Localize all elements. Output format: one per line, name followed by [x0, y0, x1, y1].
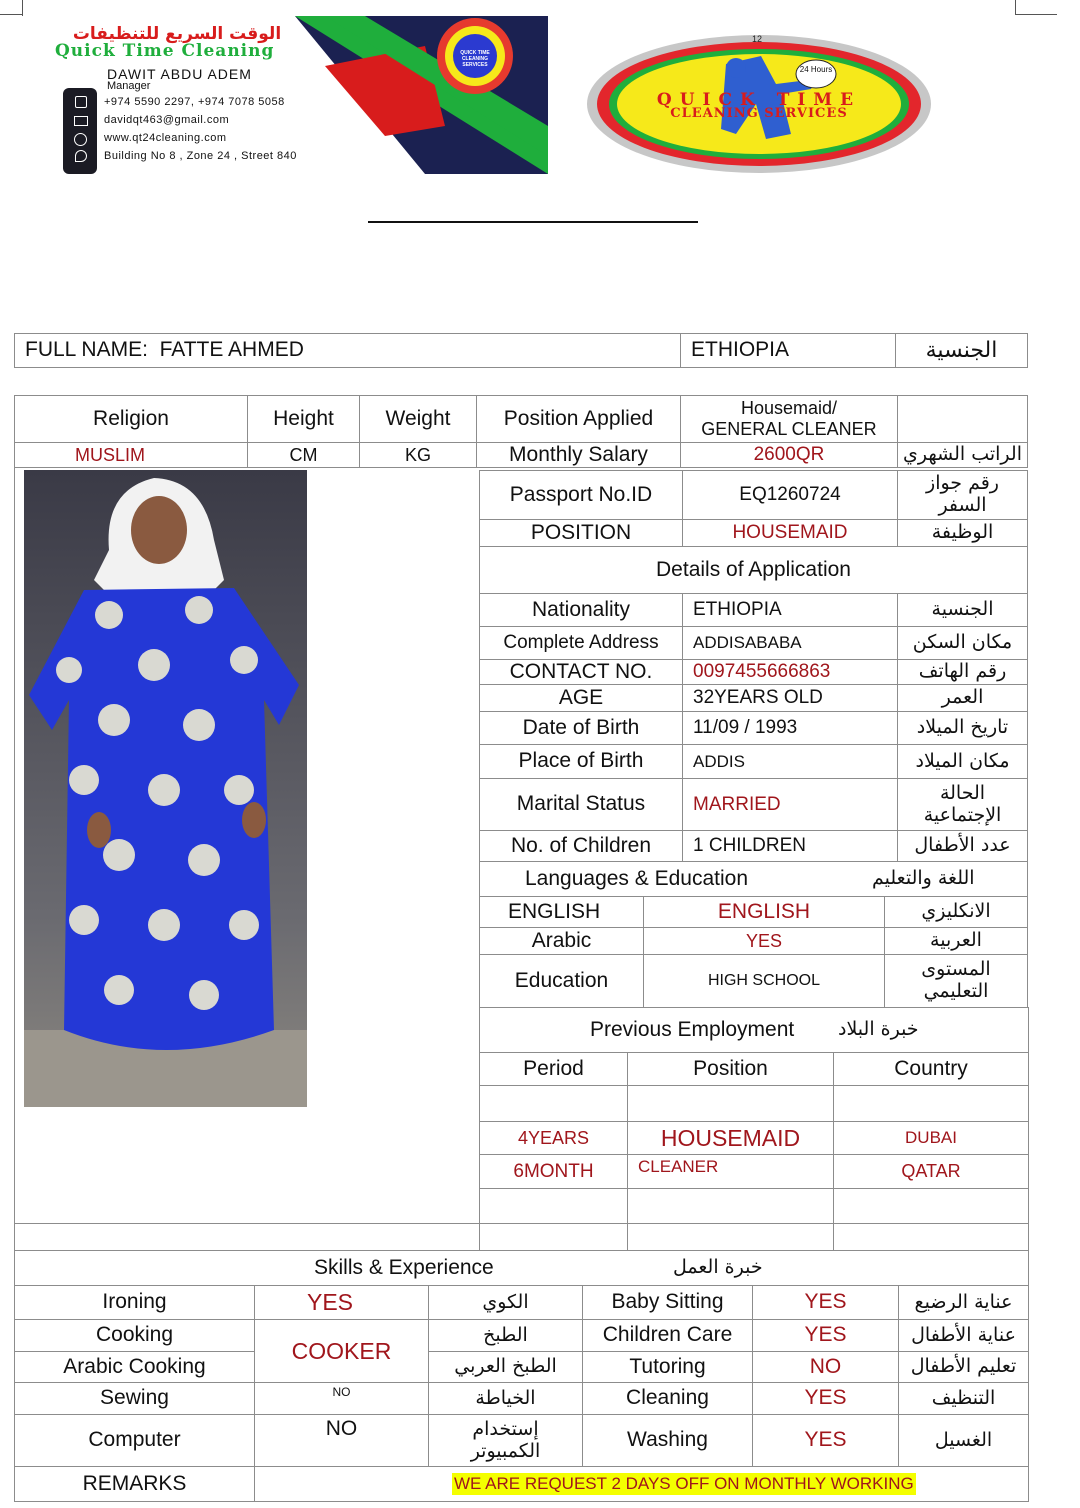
card-person-name: DAWIT ABDU ADEM — [107, 66, 252, 82]
card-address: Building No 8 , Zone 24 , Street 840 — [104, 150, 297, 162]
top-table-blank — [897, 395, 1028, 443]
logo-badge: 24 Hours — [799, 65, 833, 74]
corner-mark-right-vert — [1015, 0, 1016, 14]
title-underline — [368, 221, 698, 223]
computer-ar: إستخدام الكمبيوتر — [428, 1414, 583, 1467]
sewing-label: Sewing — [14, 1382, 255, 1415]
pob-label: Place of Birth — [479, 744, 683, 779]
employment-footer-position — [627, 1223, 834, 1251]
ironing-value: YES — [254, 1285, 429, 1320]
card-email: davidqt463@gmail.com — [104, 114, 230, 126]
nationality-ar: الجنسية — [897, 593, 1028, 627]
english-value: ENGLISH — [643, 896, 885, 928]
candidate-photo — [24, 470, 307, 1107]
religion-label: Religion — [14, 395, 248, 443]
cooking-ar: الطبخ — [428, 1319, 583, 1352]
sewing-value: NO — [254, 1382, 429, 1415]
children-ar: عدد الأطفال — [897, 830, 1028, 862]
arabic-label: Arabic — [479, 927, 644, 955]
contact-value: 0097455666863 — [682, 659, 898, 685]
position-label: POSITION — [479, 519, 683, 547]
remarks-label: REMARKS — [14, 1466, 255, 1502]
computer-label: Computer — [14, 1414, 255, 1467]
business-card — [25, 16, 548, 174]
pob-value: ADDIS — [682, 744, 898, 779]
remarks-value: WE ARE REQUEST 2 DAYS OFF ON MONTHLY WORKING — [454, 1474, 914, 1494]
monthly-salary-value: 2600QR — [680, 442, 898, 468]
cleaning-value: YES — [752, 1382, 899, 1415]
children-label: No. of Children — [479, 830, 683, 862]
company-logo — [586, 34, 932, 174]
children-care-label: Children Care — [582, 1319, 753, 1352]
religion-value: MUSLIM — [14, 442, 248, 468]
passport-ar: رقم جواز السفر — [897, 470, 1028, 520]
address-label: Complete Address — [479, 626, 683, 660]
skills-title-cell — [14, 1250, 1029, 1286]
position-ar: الوظيفة — [897, 519, 1028, 547]
location-icon — [75, 150, 87, 162]
cleaning-label: Cleaning — [582, 1382, 753, 1415]
tutoring-value: NO — [752, 1351, 899, 1383]
card-arabic-name: الوقت السريع للتنظيفات — [72, 24, 282, 44]
height-label: Height — [247, 395, 360, 443]
education-label: Education — [479, 954, 644, 1008]
contact-ar: رقم الهاتف — [897, 659, 1028, 685]
arabic-cooking-ar: الطبخ العربي — [428, 1351, 583, 1383]
country-header: Country — [833, 1052, 1029, 1086]
cleaning-ar: التنظيف — [898, 1382, 1029, 1415]
washing-value: YES — [752, 1414, 899, 1467]
card-website: www.qt24cleaning.com — [104, 132, 227, 144]
weight-value: KG — [359, 442, 477, 468]
logo-line2: CLEANING SERVICES — [670, 106, 848, 121]
arabic-cooking-label: Arabic Cooking — [14, 1351, 255, 1383]
children-care-value: YES — [752, 1319, 899, 1352]
table-row-position: CLEANER — [627, 1154, 834, 1189]
marital-label: Marital Status — [479, 778, 683, 831]
details-title: Details of Application — [479, 546, 1028, 594]
cooking-value: COOKER — [254, 1319, 429, 1383]
table-row-period: 4YEARS — [479, 1121, 628, 1155]
full-name-cell — [14, 333, 681, 368]
ironing-label: Ironing — [14, 1285, 255, 1320]
card-company-name: Quick Time Cleaning — [55, 41, 275, 61]
corner-mark-left-vert — [22, 0, 23, 16]
tutoring-label: Tutoring — [582, 1351, 753, 1383]
weight-label: Weight — [359, 395, 477, 443]
phone-icon — [75, 96, 87, 108]
pob-ar: مكان الميلاد — [897, 744, 1028, 779]
ironing-ar: الكوي — [428, 1285, 583, 1320]
corner-mark-left — [0, 0, 22, 15]
arabic-ar: العربية — [884, 927, 1028, 955]
globe-icon — [74, 133, 87, 146]
employment-title: Previous Employment — [590, 1017, 795, 1041]
children-value: 1 CHILDREN — [682, 830, 898, 862]
employment-footer-left — [14, 1223, 480, 1251]
cooking-label: Cooking — [14, 1319, 255, 1352]
employment-footer-period — [479, 1223, 628, 1251]
full-name-value: FATTE AHMED — [159, 338, 304, 362]
age-label: AGE — [479, 684, 683, 712]
washing-ar: الغسيل — [898, 1414, 1029, 1467]
card-person-role: Manager — [107, 80, 151, 92]
skills-title: Skills & Experience — [314, 1255, 494, 1279]
age-ar: العمر — [897, 684, 1028, 712]
corner-mark-right — [1015, 14, 1057, 15]
passport-value: EQ1260724 — [682, 470, 898, 520]
card-phone: +974 5590 2297, +974 7078 5058 — [104, 96, 285, 108]
arabic-value: YES — [643, 927, 885, 955]
english-label: ENGLISH — [479, 896, 644, 928]
position-applied-label: Position Applied — [476, 395, 681, 443]
employment-title-cell — [479, 1007, 1029, 1053]
age-value: 32YEARS OLD — [682, 684, 898, 712]
table-row-country: DUBAI — [833, 1121, 1029, 1155]
employment-blank-country-2 — [833, 1188, 1029, 1224]
english-ar: الانكليزي — [884, 896, 1028, 928]
dob-value: 11/09 / 1993 — [682, 711, 898, 745]
nationality-label: Nationality — [479, 593, 683, 627]
employment-blank-period — [479, 1085, 628, 1122]
languages-title-ar: اللغة والتعليم — [872, 867, 975, 890]
photo-figure — [24, 470, 307, 1107]
employment-blank-period-2 — [479, 1188, 628, 1224]
marital-value: MARRIED — [682, 778, 898, 831]
table-row-position: HOUSEMAID — [627, 1121, 834, 1155]
languages-title: Languages & Education — [525, 866, 749, 890]
header-nationality: ETHIOPIA — [680, 333, 896, 368]
header-nationality-ar: الجنسية — [895, 333, 1028, 368]
children-care-ar: عناية الأطفال — [898, 1319, 1029, 1352]
employment-blank-position-2 — [627, 1188, 834, 1224]
table-row-country: QATAR — [833, 1154, 1029, 1189]
employment-footer-country — [833, 1223, 1029, 1251]
education-ar: المستوى التعليمي — [884, 954, 1028, 1008]
passport-label: Passport No.ID — [479, 470, 683, 520]
skills-title-ar: خبرة العمل — [673, 1256, 763, 1279]
position-header: Position — [627, 1052, 834, 1086]
monthly-salary-ar: الراتب الشهري — [897, 442, 1028, 468]
employment-blank-country — [833, 1085, 1029, 1122]
computer-value: NO — [254, 1414, 429, 1467]
position-applied-value: Housemaid/ GENERAL CLEANER — [680, 395, 898, 443]
dob-label: Date of Birth — [479, 711, 683, 745]
remarks-cell — [254, 1466, 1029, 1502]
nationality-value: ETHIOPIA — [682, 593, 898, 627]
full-name-label: FULL NAME: — [25, 338, 148, 362]
languages-title-cell — [479, 861, 1028, 897]
period-header: Period — [479, 1052, 628, 1086]
baby-sitting-value: YES — [752, 1285, 899, 1320]
baby-sitting-label: Baby Sitting — [582, 1285, 753, 1320]
address-value: ADDISABABA — [682, 626, 898, 660]
washing-label: Washing — [582, 1414, 753, 1467]
position-value: HOUSEMAID — [682, 519, 898, 547]
baby-sitting-ar: عناية الرضيع — [898, 1285, 1029, 1320]
address-ar: مكان السكن — [897, 626, 1028, 660]
sewing-ar: الخياطة — [428, 1382, 583, 1415]
email-icon — [74, 116, 88, 126]
monthly-salary-label: Monthly Salary — [476, 442, 681, 468]
education-value: HIGH SCHOOL — [643, 954, 885, 1008]
employment-title-ar: خبرة البلاد — [838, 1018, 919, 1041]
logo-top-mark: 12 — [752, 34, 763, 44]
marital-ar: الحالة الإجتماعية — [897, 778, 1028, 831]
height-value: CM — [247, 442, 360, 468]
frame-left — [14, 468, 15, 1250]
tutoring-ar: تعليم الأطفال — [898, 1351, 1029, 1383]
table-row-period: 6MONTH — [479, 1154, 628, 1189]
contact-label: CONTACT NO. — [479, 659, 683, 685]
card-badge-text: QUICK TIME CLEANING SERVICES — [460, 50, 490, 68]
employment-blank-position — [627, 1085, 834, 1122]
dob-ar: تاريخ الميلاد — [897, 711, 1028, 745]
logo-line1: QUICK TIME — [656, 90, 862, 110]
